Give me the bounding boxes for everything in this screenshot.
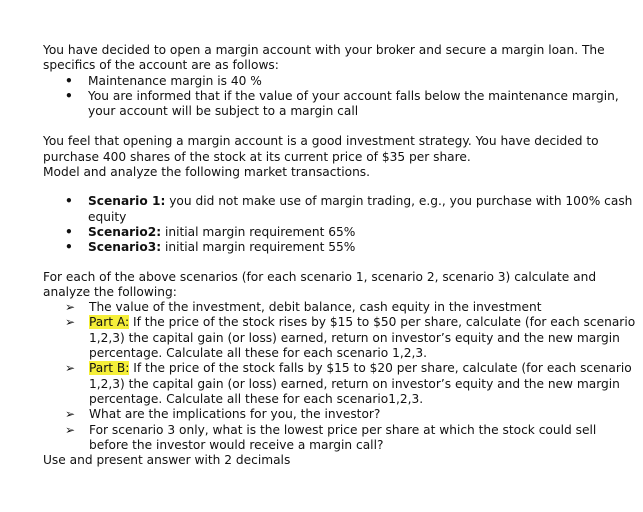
strategy-instruction: Model and analyze the following market transactions. <box>43 165 371 180</box>
bullet-icon: • <box>65 88 73 103</box>
list-item: ➢ What are the implications for you, the investor? <box>65 407 381 422</box>
scenario-label: Scenario 1: <box>88 194 166 209</box>
tasks-list <box>43 300 639 453</box>
list-item: • Maintenance margin is 40 % <box>65 73 262 88</box>
strategy-paragraph: You feel that opening a margin account is a good investment strategy. You have decided to purchase 400 shares of the stock at its current price of $35 per share. <box>43 134 599 164</box>
list-item: • Scenario 1: you did not make use of margin trading, e.g., you purchase with 100% cash equity <box>65 194 633 224</box>
bullet-icon: • <box>65 194 73 209</box>
arrow-bullet-icon: ➢ <box>65 407 76 422</box>
list-item: • Scenario3: initial margin requirement 55% <box>65 240 356 255</box>
arrow-bullet-icon: ➢ <box>65 422 76 437</box>
arrow-bullet-icon: ➢ <box>65 315 76 330</box>
bullet-icon: • <box>65 224 73 239</box>
arrow-bullet-icon: ➢ <box>65 300 76 315</box>
account-specifics-list <box>43 74 639 120</box>
document-body <box>43 43 639 468</box>
scenario-list <box>43 194 639 255</box>
scenario-label: Scenario2: <box>88 224 162 239</box>
part-b-label: Part B: <box>89 361 130 376</box>
list-item: ➢ Part A: If the price of the stock rises by $15 to $50 per share, calculate (for each scenario 1,2,3) the capital gain (or loss) earned, return on investor’s equity and the new margin percentage. Calculate all these for each scenario 1,2,3. <box>65 315 636 361</box>
bullet-icon: • <box>65 240 73 255</box>
list-item: • Scenario2: initial margin requirement 65% <box>65 224 356 239</box>
spacer <box>43 180 639 194</box>
list-item: ➢ The value of the investment, debit balance, cash equity in the investment <box>65 300 542 315</box>
arrow-bullet-icon: ➢ <box>65 361 76 376</box>
list-item: • You are informed that if the value of your account falls below the maintenance margin, your account will be subject to a margin call <box>65 88 619 119</box>
tasks-footer: Use and present answer with 2 decimals <box>43 453 291 468</box>
bullet-icon: • <box>65 73 73 88</box>
part-a-label: Part A: <box>89 315 130 330</box>
tasks-intro: For each of the above scenarios (for each scenario 1, scenario 2, scenario 3) calculate and analyze the following: <box>43 269 597 299</box>
list-item: ➢ For scenario 3 only, what is the lowest price per share at which the stock could sell before the investor would receive a margin call? <box>65 422 597 452</box>
scenario-label: Scenario3: <box>88 240 162 255</box>
spacer <box>43 119 639 134</box>
intro-paragraph: You have decided to open a margin account with your broker and secure a margin loan. The specifics of the account are as follows: <box>43 43 605 73</box>
spacer <box>43 256 639 270</box>
list-item: ➢ Part B: If the price of the stock falls by $15 to $20 per share, calculate (for each scenario 1,2,3) the capital gain (or loss) earned, return on investor’s equity and the new margin percentage. Calculate all these for each scenario1,2,3. <box>65 361 632 406</box>
